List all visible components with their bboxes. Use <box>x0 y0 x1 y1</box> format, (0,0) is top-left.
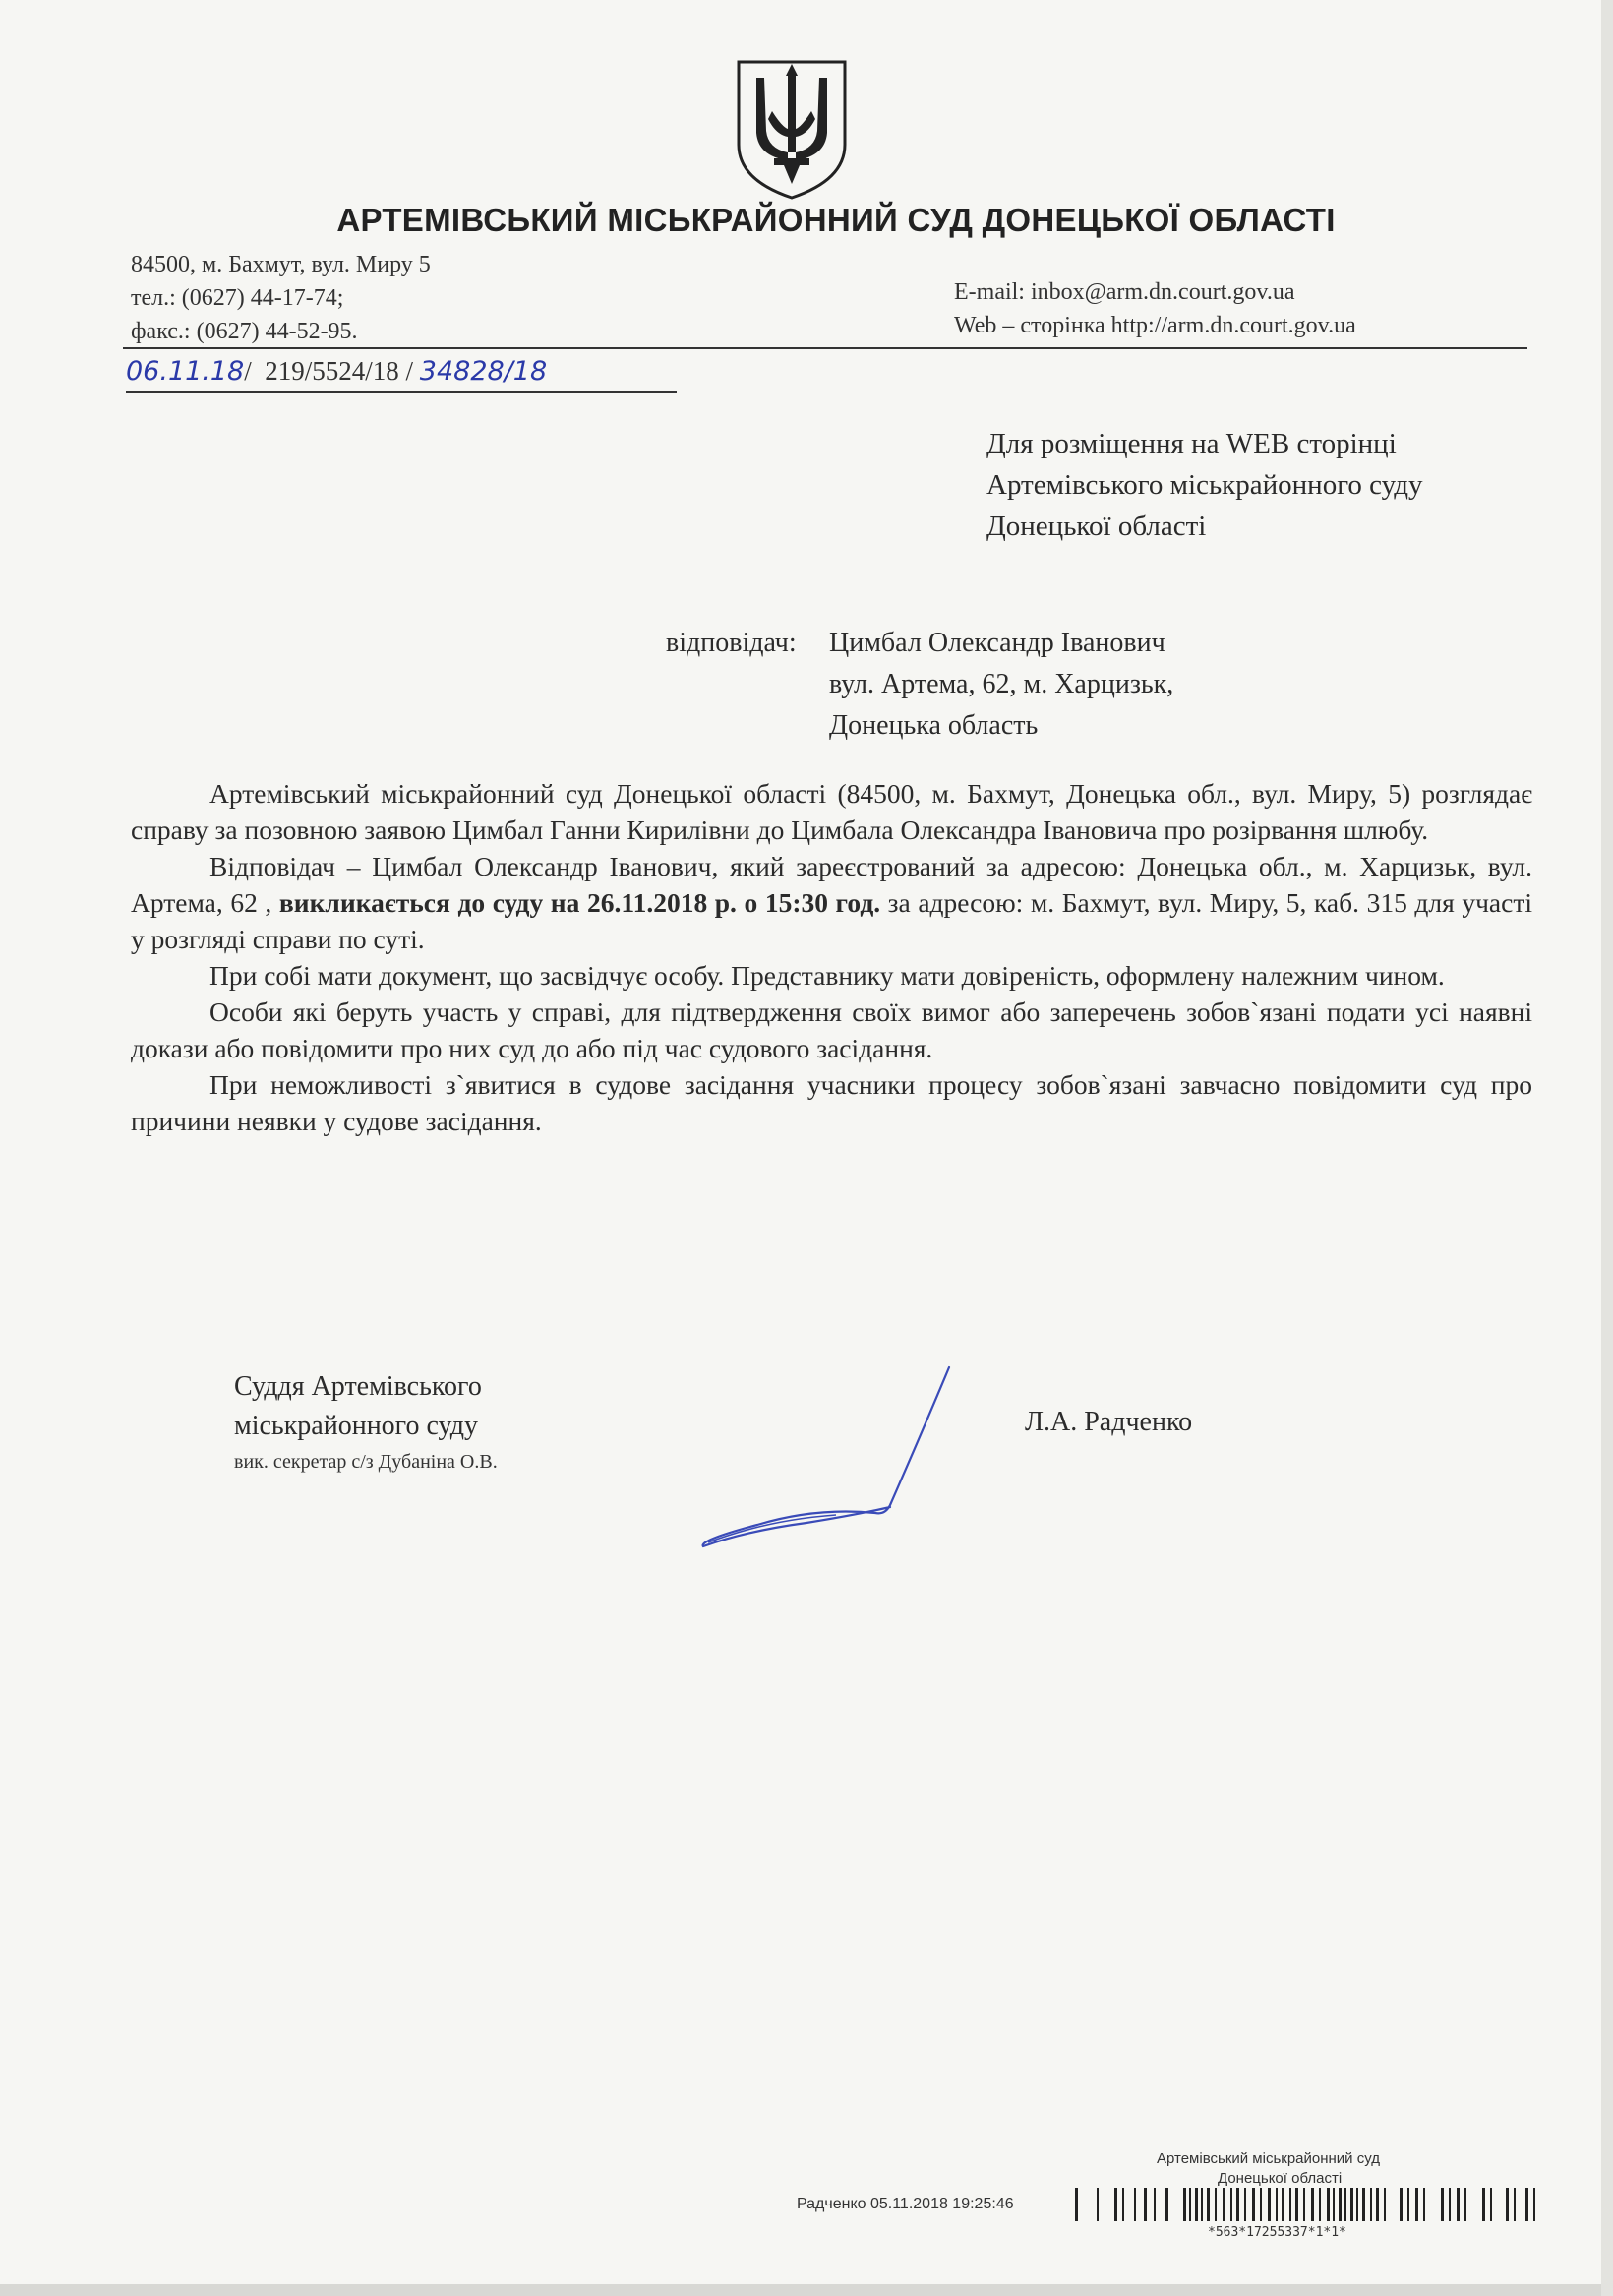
summons-text-end: за адресою: м. Бахмут, вул. Миру, 5, каб. 315 для участі у розгляді справи по суті. <box>131 887 1532 954</box>
secretary-name: вик. секретар с/з Дубаніна О.В. <box>234 1451 498 1473</box>
defendant-region: Донецька область <box>829 710 1039 741</box>
court-web: Web – сторінка http://arm.dn.court.gov.ua <box>954 313 1356 338</box>
court-email: E-mail: inbox@arm.dn.court.gov.ua <box>954 279 1295 305</box>
barcode-icon <box>1075 2186 1537 2223</box>
registration-date: 06.11.18 <box>126 356 245 387</box>
defendant-label: відповідач: <box>666 628 797 658</box>
registration-separator-2: / <box>398 356 420 386</box>
court-phone: тел.: (0627) 44-17-74; <box>131 285 344 311</box>
summons-body <box>131 775 1532 1139</box>
registration-underline <box>126 391 677 393</box>
court-contacts-right <box>954 275 1356 342</box>
placement-note <box>986 423 1423 547</box>
defendant-name: Цимбал Олександр Іванович <box>829 628 1165 658</box>
defendant-street: вул. Артема, 62, м. Харцизьк, <box>829 669 1174 699</box>
judge-title <box>234 1367 482 1446</box>
paragraph-documents: При собі мати документ, що засвідчує особу. Представнику мати довіреність, оформлену належним чином. <box>209 960 1445 991</box>
placement-line-1: Для розміщення на WEB сторінці <box>986 428 1397 459</box>
court-address: 84500, м. Бахмут, вул. Миру 5 <box>131 252 431 277</box>
registration-separator: / <box>244 356 266 386</box>
paragraph-evidence: Особи які беруть участь у справі, для підтвердження своїх вимог або заперечень зобов`язані подати усі наявні докази або повідомити про них суд до або під час судового засідання. <box>131 997 1532 1063</box>
judge-name: Л.А. Радченко <box>1025 1407 1193 1437</box>
scan-edge-bottom <box>0 2284 1613 2296</box>
stamp-caption <box>1157 2149 1380 2189</box>
stamp-caption-line-1: Артемівський міськрайонний суд <box>1157 2150 1380 2167</box>
judge-title-line-1: Суддя Артемівського <box>234 1371 482 1402</box>
case-number: 219/5524/18 <box>265 356 399 386</box>
stamp-caption-line-2: Донецької області <box>1218 2170 1343 2187</box>
paragraph-summons <box>131 848 1532 957</box>
paragraph-absence: При неможливості з`явитися в судове засідання учасники процесу зобов`язані завчасно повідомити суд про причини неявки у судове засідання. <box>131 1069 1532 1136</box>
trident-coat-of-arms-icon <box>733 54 851 202</box>
placement-line-3: Донецької області <box>986 511 1207 542</box>
summons-hearing-time: викликається до суду на 26.11.2018 р. о 15:30 год. <box>278 887 881 918</box>
placement-line-2: Артемівського міськрайонного суду <box>986 469 1423 501</box>
outgoing-number: 34828/18 <box>419 356 548 387</box>
judge-title-line-2: міськрайонного суду <box>234 1411 479 1441</box>
handwritten-signature <box>688 1358 964 1554</box>
header-divider <box>123 347 1527 349</box>
registration-line <box>126 356 547 387</box>
paragraph-case: Артемівський міськрайонний суд Донецької області (84500, м. Бахмут, Донецька обл., вул. Миру, 5) розглядає справу за позовною заявою Цимбал Ганни Кирилівни до Цимбала Олександра Івановича про розірвання шлюбу. <box>131 778 1532 845</box>
court-contacts-left <box>131 248 431 348</box>
summons-text-start: Відповідач – Цимбал Олександр Іванович, який зареєстрований за адресою: Донецька обл., м. Харцизьк, вул. Артема, 62 , <box>131 851 1532 918</box>
court-fax: факс.: (0627) 44-52-95. <box>131 319 358 344</box>
court-title: АРТЕМІВСЬКИЙ МІСЬКРАЙОННИЙ СУД ДОНЕЦЬКОЇ ОБЛАСТІ <box>336 202 1336 238</box>
barcode-text: *563*17255337*1*1* <box>1208 2225 1346 2240</box>
scan-edge-right <box>1601 0 1613 2296</box>
stamp-user-timestamp: Радченко 05.11.2018 19:25:46 <box>797 2196 1014 2212</box>
